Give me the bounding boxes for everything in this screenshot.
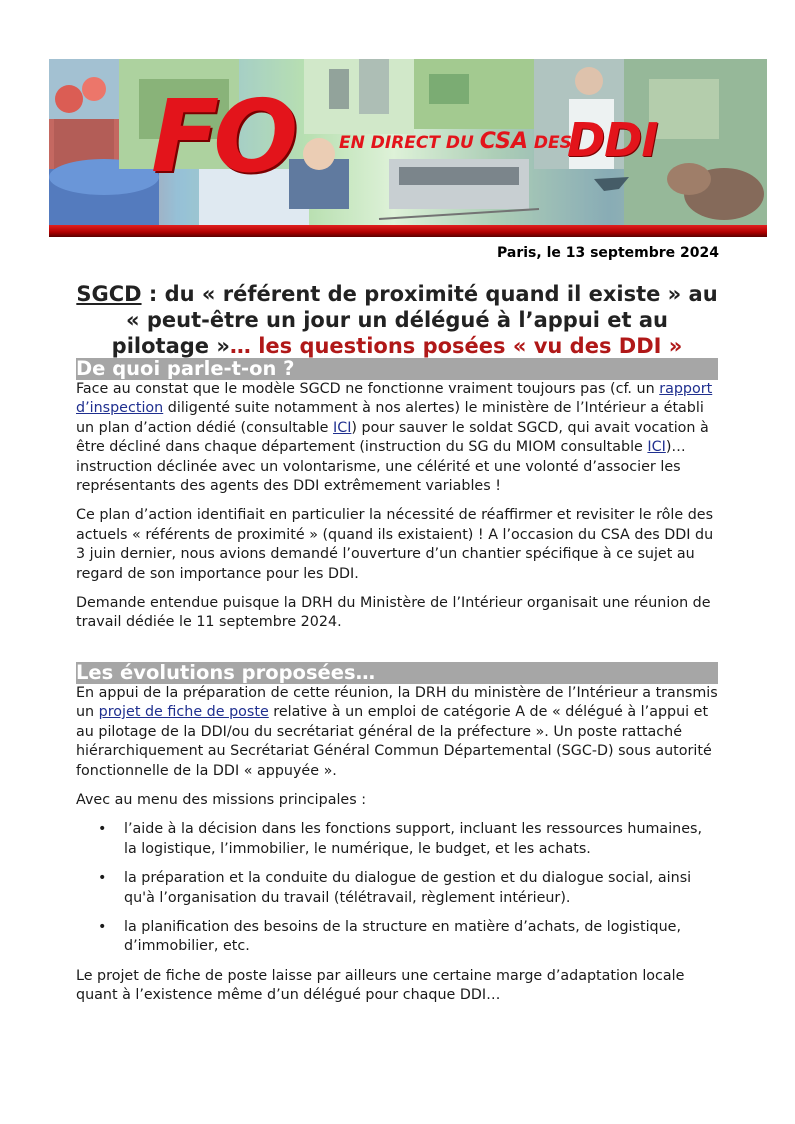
section-evolutions — [76, 662, 718, 1016]
list-item-text: la planification des besoins de la structure en matière d’achats, de logistique, d’immobilier, etc. — [124, 919, 682, 955]
document-date: Paris, le 13 septembre 2024 — [497, 245, 719, 261]
section-heading: De quoi parle-t-on ? — [76, 358, 718, 380]
text: diligenté suite notamment à nos alertes) le ministère de l’Intérieur a établi un plan d’action dédié (consultable — [76, 400, 704, 436]
paragraph — [76, 380, 718, 496]
missions-list — [76, 820, 718, 956]
paragraph: Le projet de fiche de poste laisse par ailleurs une certaine marge d’adaptation locale quant à l’existence même d’un délégué pour chaque DDI… — [76, 967, 685, 1004]
fiche-de-poste-link[interactable]: projet de fiche de poste — [98, 704, 269, 721]
header-banner — [49, 59, 767, 237]
title-sgcd: SGCD — [76, 282, 142, 306]
list-item — [76, 820, 718, 859]
section-heading: Les évolutions proposées… — [76, 662, 718, 684]
bullet-icon: • — [98, 919, 107, 936]
list-item-text: la préparation et la conduite du dialogue de gestion et du dialogue social, ainsi qu'à l’organisation du travail (télétravail, règlement intérieur). — [124, 870, 692, 906]
bullet-icon: • — [98, 821, 107, 838]
text: )…instruction déclinée avec un volontarisme, une célérité et une volonté d’associer les représentants des agents des DDI extrêmement variables ! — [76, 439, 686, 495]
tagline-prefix: EN DIRECT DU — [339, 133, 480, 153]
text: relative à un emploi de catégorie A de « délégué à l’appui et au pilotage de la DDI/ou du secrétariat général de la préfecture ». Un poste rattaché hiérarchiquement au Secrétariat Général Commun Départemental (SGC-D) sous autorité fonctionnelle de la DDI « appuyée ». — [76, 704, 712, 779]
text: ) pour sauver le soldat SGCD, qui avait vocation à être décliné dans chaque département (instruction du SG du MIOM consultable — [76, 419, 709, 456]
ddi-logo: DDI — [567, 113, 658, 167]
paragraph — [76, 684, 718, 781]
title-red-part: … les questions posées « vu des DDI » — [229, 334, 683, 358]
banner-tagline — [339, 131, 572, 153]
document-title — [76, 281, 718, 359]
paragraph: Avec au menu des missions principales : — [76, 792, 367, 809]
text: En appui de la préparation de cette réunion, la DRH du ministère de l’Intérieur a transmis un — [76, 685, 718, 721]
list-item-text: l’aide à la décision dans les fonctions support, incluant les ressources humaines, la logistique, l’immobilier, le numérique, le budget, et les achats. — [124, 821, 703, 857]
list-item — [76, 869, 718, 908]
paragraph: Ce plan d’action identifiait en particulier la nécessité de réaffirmer et revisiter le rôle des actuels « référents de proximité » (quand ils existaient) ! A l’occasion du CSA des DDI du 3 juin dernier, nous avions demandé l’ouverture d’un chantier spécifique à ce sujet au regard de son importance pour les DDI. — [76, 507, 714, 582]
paragraph: Demande entendue puisque la DRH du Ministère de l’Intérieur organisait une réunion de travail dédiée le 11 septembre 2024. — [76, 595, 711, 631]
tagline-csa: CSA — [479, 129, 528, 154]
bullet-icon: • — [98, 870, 107, 887]
rapport-inspection-link[interactable]: rapport d’inspection — [76, 381, 713, 417]
section-de-quoi — [76, 358, 718, 643]
text: Face au constat que le modèle SGCD ne fonctionne vraiment toujours pas (cf. un — [76, 381, 660, 397]
list-item — [76, 918, 718, 957]
tagline-suffix: DES — [527, 133, 572, 153]
fo-logo: FO — [151, 78, 293, 195]
plan-action-link[interactable]: ICI — [333, 419, 352, 436]
banner-red-bar — [49, 225, 767, 237]
instruction-link[interactable]: ICI — [647, 439, 666, 456]
title-main: : du « référent de proximité quand il existe » au « peut-être un jour un délégué à l’appui et au pilotage » — [111, 282, 718, 358]
